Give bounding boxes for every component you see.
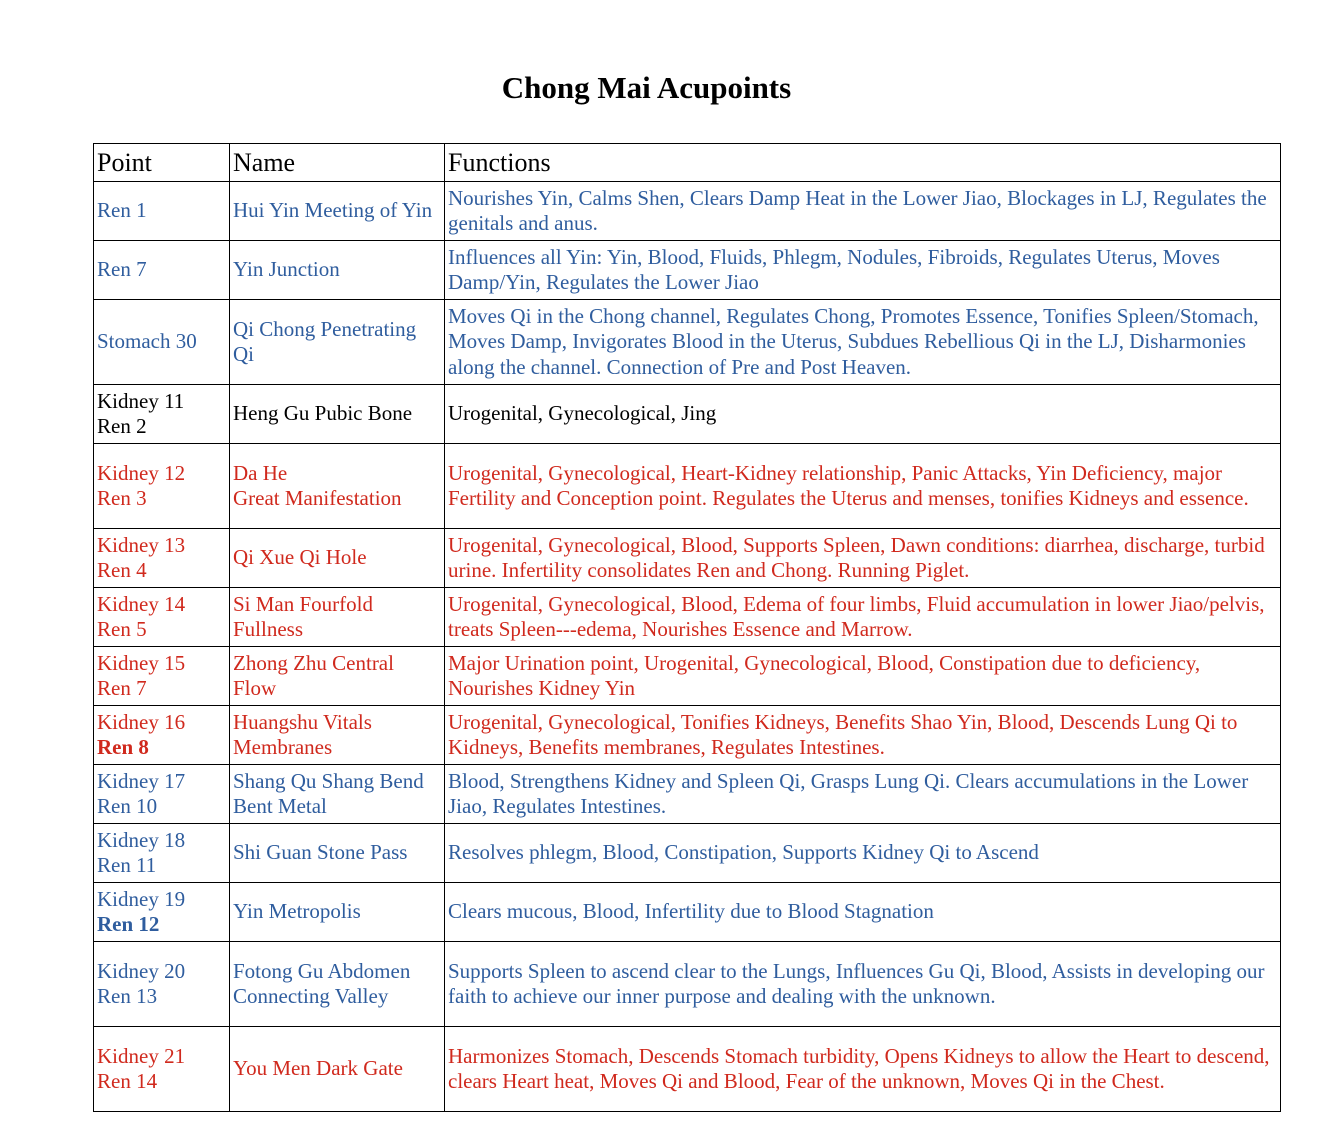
page-title: Chong Mai Acupoints [501, 70, 792, 105]
table-row [94, 300, 1281, 385]
functions-cell: Major Urination point, Urogenital, Gynecological, Blood, Constipation due to deficiency, Nourishes Kidney Yin [445, 647, 1281, 706]
name-cell [230, 444, 445, 529]
point-label: Ren 3 [97, 486, 147, 510]
point-label: Ren 7 [97, 676, 147, 700]
point-cell [94, 706, 230, 765]
point-cell [94, 883, 230, 942]
point-name: Heng Gu Pubic Bone [233, 401, 413, 426]
point-name: Si Man Fourfold Fullness [233, 591, 374, 641]
table-row [94, 529, 1281, 588]
functions-cell: Urogenital, Gynecological, Blood, Supports Spleen, Dawn conditions: diarrhea, discharge, turbid urine. Infertility consolidates Ren and Chong. Running Piglet. [445, 529, 1281, 588]
name-cell [230, 942, 445, 1027]
point-label: Ren 12 [97, 912, 160, 936]
point-name: You Men Dark Gate [233, 1056, 403, 1081]
table-row [94, 385, 1281, 444]
header-functions: Functions [445, 144, 1281, 182]
name-cell [230, 765, 445, 824]
point-label: Kidney 20 [97, 958, 186, 983]
point-label: Ren 1 [97, 198, 147, 223]
name-cell [230, 588, 445, 647]
name-cell [230, 300, 445, 385]
point-label: Ren 5 [97, 617, 147, 641]
table-row [94, 647, 1281, 706]
point-label: Kidney 13 [97, 532, 186, 557]
point-label: Kidney 15 [97, 650, 186, 675]
point-label: Kidney 16 [97, 709, 186, 734]
point-label: Kidney 18 [97, 827, 186, 852]
point-label: Ren 2 [97, 414, 147, 438]
name-cell [230, 529, 445, 588]
point-cell [94, 1027, 230, 1112]
point-label: Kidney 12 [97, 460, 186, 485]
point-name: Shang Qu Shang Bend Bent Metal [233, 768, 424, 818]
point-name: Shi Guan Stone Pass [233, 840, 408, 865]
point-label: Kidney 17 [97, 768, 186, 793]
point-name: Fotong Gu Abdomen Connecting Valley [233, 958, 411, 1008]
point-cell [94, 765, 230, 824]
table-row [94, 588, 1281, 647]
header-name: Name [230, 144, 445, 182]
point-label: Kidney 21 [97, 1043, 186, 1068]
table-row [94, 444, 1281, 529]
point-cell [94, 942, 230, 1027]
functions-cell: Influences all Yin: Yin, Blood, Fluids, Phlegm, Nodules, Fibroids, Regulates Uterus, Moves Damp/Yin, Regulates the Lower Jiao [445, 241, 1281, 300]
table-row [94, 1027, 1281, 1112]
point-name: Da He [233, 460, 288, 485]
name-cell [230, 824, 445, 883]
point-label: Ren 7 [97, 257, 147, 282]
functions-cell: Urogenital, Gynecological, Heart-Kidney relationship, Panic Attacks, Yin Deficiency, major Fertility and Conception point. Regulates the Uterus and menses, tonifies Kidneys and essence. [445, 444, 1281, 529]
acupoints-table [93, 143, 1281, 1112]
point-name-translation: Great Manifestation [233, 486, 402, 510]
point-name: Zhong Zhu Central Flow [233, 650, 394, 700]
point-name: Yin Metropolis [233, 899, 361, 924]
point-cell [94, 588, 230, 647]
functions-cell: Urogenital, Gynecological, Blood, Edema of four limbs, Fluid accumulation in lower Jiao/pelvis, treats Spleen---edema, Nourishes Essence and Marrow. [445, 588, 1281, 647]
functions-cell: Supports Spleen to ascend clear to the Lungs, Influences Gu Qi, Blood, Assists in developing our faith to achieve our inner purpose and dealing with the unknown. [445, 942, 1281, 1027]
point-name: Qi Chong Penetrating Qi [233, 316, 417, 366]
point-cell [94, 529, 230, 588]
name-cell [230, 706, 445, 765]
functions-cell: Urogenital, Gynecological, Tonifies Kidneys, Benefits Shao Yin, Blood, Descends Lung Qi to Kidneys, Benefits membranes, Regulates Intestines. [445, 706, 1281, 765]
name-cell [230, 647, 445, 706]
point-name: Huangshu Vitals Membranes [233, 709, 372, 759]
point-name: Yin Junction [233, 257, 340, 282]
point-cell [94, 182, 230, 241]
point-label: Ren 13 [97, 984, 158, 1008]
name-cell [230, 883, 445, 942]
point-label: Kidney 11 [97, 388, 185, 413]
point-name: Hui Yin Meeting of Yin [233, 198, 433, 223]
point-cell [94, 824, 230, 883]
functions-cell: Harmonizes Stomach, Descends Stomach turbidity, Opens Kidneys to allow the Heart to descend, clears Heart heat, Moves Qi and Blood, Fear of the unknown, Moves Qi in the Chest. [445, 1027, 1281, 1112]
name-cell [230, 385, 445, 444]
functions-cell: Nourishes Yin, Calms Shen, Clears Damp Heat in the Lower Jiao, Blockages in LJ, Regulates the genitals and anus. [445, 182, 1281, 241]
point-cell [94, 300, 230, 385]
table-row [94, 706, 1281, 765]
point-label: Ren 14 [97, 1069, 158, 1093]
table-header-row [94, 144, 1281, 182]
point-cell [94, 647, 230, 706]
point-label: Kidney 19 [97, 886, 186, 911]
point-label: Kidney 14 [97, 591, 186, 616]
table-row [94, 824, 1281, 883]
point-label: Ren 10 [97, 794, 158, 818]
point-label: Ren 8 [97, 735, 149, 759]
table-row [94, 182, 1281, 241]
header-point: Point [94, 144, 230, 182]
point-label: Ren 4 [97, 558, 147, 582]
functions-cell: Blood, Strengthens Kidney and Spleen Qi, Grasps Lung Qi. Clears accumulations in the Lower Jiao, Regulates Intestines. [445, 765, 1281, 824]
point-cell [94, 385, 230, 444]
name-cell [230, 241, 445, 300]
table-row [94, 241, 1281, 300]
functions-cell: Urogenital, Gynecological, Jing [445, 385, 1281, 444]
point-cell [94, 241, 230, 300]
table-row [94, 765, 1281, 824]
table-row [94, 942, 1281, 1027]
point-name: Qi Xue Qi Hole [233, 545, 367, 570]
point-label: Ren 11 [97, 853, 157, 877]
functions-cell: Clears mucous, Blood, Infertility due to Blood Stagnation [445, 883, 1281, 942]
point-label: Stomach 30 [97, 329, 197, 354]
functions-cell: Resolves phlegm, Blood, Constipation, Supports Kidney Qi to Ascend [445, 824, 1281, 883]
table-row [94, 883, 1281, 942]
name-cell [230, 1027, 445, 1112]
point-cell [94, 444, 230, 529]
name-cell [230, 182, 445, 241]
functions-cell: Moves Qi in the Chong channel, Regulates Chong, Promotes Essence, Tonifies Spleen/Stomach, Moves Damp, Invigorates Blood in the Uterus, Subdues Rebellious Qi in the LJ, Disharmonies along the channel. Connection of Pre and Post Heaven. [445, 300, 1281, 385]
